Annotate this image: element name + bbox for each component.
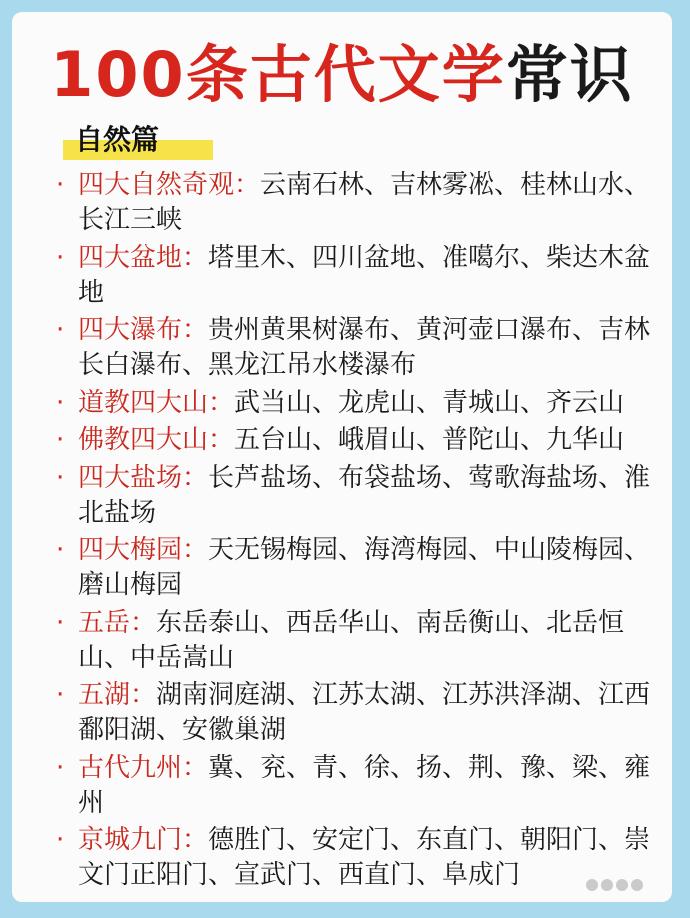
list-item: [46, 241, 666, 311]
item-value: 湖南洞庭湖、江苏太湖、江苏洪泽湖、江西鄱阳湖、安徽巢湖: [78, 680, 651, 745]
item-key: 四大盆地：: [78, 242, 209, 273]
list-item: [46, 678, 666, 748]
item-key: 道教四大山：: [78, 387, 235, 418]
item-value: 冀、兖、青、徐、扬、荆、豫、梁、雍州: [78, 752, 651, 818]
item-value: 塔里木、四川盆地、准噶尔、柴达木盆地: [78, 242, 651, 308]
item-key: 四大自然奇观：: [78, 170, 261, 200]
knowledge-list: [46, 168, 666, 896]
item-value: 天无锡梅园、海湾梅园、中山陵梅园、磨山梅园: [78, 535, 651, 600]
bullet-dot: ·: [56, 752, 65, 783]
page-title: [12, 30, 672, 120]
item-key: 古代九州：: [78, 752, 209, 783]
list-item: [46, 606, 666, 676]
item-key: 四大梅园：: [78, 535, 209, 565]
watermark-dots-icon: [586, 876, 656, 894]
item-value: 贵州黄果树瀑布、黄河壶口瀑布、吉林长白瀑布、黑龙江吊水楼瀑布: [78, 315, 651, 380]
bullet-dot: ·: [56, 535, 65, 565]
title-dark-part: 常识: [505, 38, 634, 111]
content-card: [12, 12, 672, 902]
list-item: [46, 533, 666, 603]
list-item: [46, 386, 666, 421]
item-key: 四大瀑布：: [78, 315, 209, 345]
item-value: 长芦盐场、布袋盐场、莺歌海盐场、淮北盐场: [78, 462, 651, 528]
bullet-dot: ·: [56, 425, 65, 455]
section-label: 自然篇: [75, 123, 160, 156]
list-item: [46, 313, 666, 383]
item-value: 云南石林、吉林雾凇、桂林山水、长江三峡: [78, 170, 651, 235]
bullet-dot: ·: [56, 680, 65, 710]
item-key: 五岳：: [78, 607, 157, 638]
item-value: 德胜门、安定门、东直门、朝阳门、崇文门正阳门、宣武门、西直门、阜成门: [78, 825, 651, 890]
item-key: 京城九门：: [78, 825, 209, 855]
bullet-dot: ·: [56, 825, 65, 855]
list-item: [46, 423, 666, 458]
item-value: 武当山、龙虎山、青城山、齐云山: [234, 387, 625, 418]
bullet-dot: ·: [56, 242, 65, 273]
list-item: [46, 168, 666, 238]
item-value: 东岳泰山、西岳华山、南岳衡山、北岳恒山、中岳嵩山: [78, 607, 625, 673]
bullet-dot: ·: [56, 462, 65, 493]
item-key: 佛教四大山：: [78, 425, 235, 455]
item-key: 四大盐场：: [78, 462, 209, 493]
bullet-dot: ·: [56, 170, 65, 200]
list-item: [46, 461, 666, 531]
item-key: 五湖：: [78, 680, 157, 710]
section-heading: [63, 118, 159, 162]
list-item: [46, 823, 666, 893]
item-value: 五台山、峨眉山、普陀山、九华山: [234, 425, 625, 455]
list-item: [46, 751, 666, 821]
bullet-dot: ·: [56, 387, 65, 418]
bullet-dot: ·: [56, 315, 65, 345]
title-red-part: 100条古代文学: [50, 38, 506, 111]
bullet-dot: ·: [56, 607, 65, 638]
